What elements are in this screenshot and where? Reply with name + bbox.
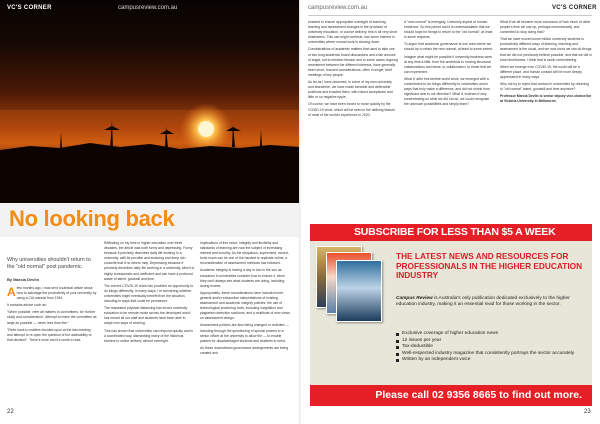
paragraph: Imagine what might be possible if university business were at any time a little, from the ambitious to moving structural collaborations and ideas, to collaboration, to those that we can experiment.: [404, 54, 493, 74]
paragraph: Considerations of academic matters that used to take one or two long academic board discussions and a fair amount of angst, not to mention tension and to some cases ongoing resentment between the different interests, have generally been short, focused considerations, often in single, brief meetings of key people.: [308, 47, 398, 77]
paragraph: What if we all became more conscious of how much of other people's time we use up, perhaps unnecessarily, and committed to stop doing that?: [500, 20, 591, 35]
paragraph: enacted to ensure appropriate oversight of teaching, learning and assessment changes in the provision of university education, or course delivery, this is all very short timeframes. This can might continue, has some interest in universities where normal work is slowing down.: [308, 20, 398, 45]
paragraph: Academic integrity is having a day or two in the sun as educators in universities consider how to ensure it, when they can't always see what students are doing, including during exams.: [200, 268, 285, 288]
paragraph: What if, after this terrible world crisis, we emerged with a commitment to do things differently in universities and in ways that truly make a difference, and did not shrink from significant acts in our direction? What if, instead of only concentrating on what we did not do, we could recognise the unknown possibilities and simply learn?: [404, 76, 490, 107]
paragraph: That we have moved some million university students to productively different ways of learning, teaching and assessment is the usual, and we now know we can do things that we did not previously believe possible, and that we did in short timeframes, I think that is worth remembering.: [500, 37, 592, 62]
headline-bar: [0, 203, 300, 237]
paragraph: "Refer back to matters decided upon at the last meeting and attempt to re-open the question of the advisability of that decision". There's more and it's worth a read.: [7, 327, 92, 342]
page-number: 22: [7, 409, 14, 415]
left-column-3: [200, 241, 292, 404]
page-number: 23: [584, 409, 591, 415]
paragraph: The mandated physical distancing has forced university education to be remote mode across the developed world has meant all our staff and students have been able to adopt new ways of working.: [104, 306, 191, 326]
left-column-2: [104, 241, 194, 404]
paragraph: As these downstream governance arrangements are being created and: [200, 345, 289, 355]
right-page: [300, 0, 600, 424]
subscription-ad[interactable]: [310, 224, 592, 406]
section-label: VC'S CORNER: [552, 5, 597, 11]
right-column-3: [500, 20, 592, 220]
site-url: campusreview.com.au: [118, 5, 178, 11]
ad-benefit-item: Exclusive coverage of higher education news: [396, 331, 586, 338]
byline: By Marcia Devlin: [7, 277, 40, 282]
left-column-1: [7, 286, 97, 404]
paragraph: Assessment policies are also being changed or revisited — including through the questioning of special powers to a senior officer at the university to allow the — to enable passes for disadvantaged students and students in need.: [200, 323, 289, 343]
author-bio: Professor Marcia Devlin is senior deputy vice-chancellor at Victoria University in Melbourne.: [500, 94, 592, 104]
ad-benefits-list: [396, 331, 586, 364]
ad-call-to-action[interactable]: [310, 385, 592, 406]
drop-cap: A: [7, 286, 16, 299]
paragraph: It contains advice such as:: [7, 303, 47, 308]
ad-benefit-item: 12 issues per year: [396, 338, 586, 345]
ad-brand: Campus Review: [396, 296, 433, 301]
ad-cta-text: Please call 02 9356 8665 to find out more.: [375, 389, 582, 401]
ad-body-text: is Australia's only publication dedicated exclusively to the higher education industry, making it an essential read for those working in the sector.: [396, 296, 570, 308]
right-column-2: [404, 20, 494, 220]
paragraph: Of course, we have been forced to move quickly by the COVID-19 crisis, which will be seen in the defining feature of most of the world's experience in 2020.: [308, 102, 396, 117]
paragraph: Appropriately, these considerations have included more general and/or exhaustive interpretations of existing assessment and academic integrity policies; the use of technological proctoring tools, including invigilation and plagiarism detection solutions; and a multitude of new views on assessment design.: [200, 290, 290, 321]
ad-benefit-item: Well-respected industry magazine that consistently portrays the sector accurately: [396, 351, 586, 358]
ad-title: THE LATEST NEWS AND RESOURCES FOR PROFESSIONALS IN THE HIGHER EDUCATION INDUSTRY: [396, 251, 583, 280]
ad-banner-text: SUBSCRIBE FOR LESS THAN $5 A WEEK: [354, 226, 556, 238]
paragraph: To argue that academic governance is one area where we should try to retain the new normal, at least to some extent.: [404, 42, 493, 52]
paragraph: When we emerge from COVID-19, the world will be a different place, and human contact will be more deeply appreciated in many ways.: [500, 64, 582, 79]
magazine-cover-image: [336, 260, 382, 322]
ad-body: [396, 296, 586, 309]
paragraph: Implications of this move: Integrity and flexibility and standards of learning are now the subject of increasing interest and scrutiny. As the ubiquitous, supervised, closed-book exam can be one of the hardest to replicate online, a reconsideration of assessment methods has followed.: [200, 241, 289, 266]
paragraph: As far as I have observed, in some of my own university and elsewhere, we have made sensible and defensible positions and enacted them, with robust acceptance and little or no negative ripple.: [308, 80, 393, 100]
paragraph: This has shown that universities can respond quickly and in a coordinated way, dismantling many of the historical barriers to online delivery almost overnight.: [104, 328, 194, 343]
standfirst: Why universities shouldn't return to the "old normal" post pandemic.: [7, 257, 91, 270]
ad-benefit-item: Tax-deductible: [396, 344, 586, 351]
paragraph: Reflecting on my time in higher education over three decades, the article was both funny and depressing. Funny because it precisely describes daily life working in a university, with its peculiar and enduring and deep rich conceits that it no others may. Depressing because it precisely describes daily life working in a university, which is highly bureaucratic and inefficient and can have a profound waste of talent, goodwill and time.: [104, 241, 194, 281]
paragraph: A "new normal" is emerging. Unevenly aspect of human existence. So this period and it is understandable that we should hope for things to return to the "old normal", at least in some respects.: [404, 20, 493, 40]
section-label: VC'S CORNER: [7, 5, 52, 11]
paragraph: Why not try to reject that contact in universities by returning to "old normal" talent, goodwill and time anymore?: [500, 82, 589, 92]
header-rule: [308, 15, 592, 16]
article-headline: No looking back: [9, 206, 175, 231]
ad-benefit-item: Written by an independent voice: [396, 357, 586, 364]
site-url: campusreview.com.au: [308, 5, 368, 11]
right-column-1: [308, 20, 398, 220]
paragraph: few months ago, I was sent a satirical article about how to sabotage the productivity of your university by using a CIA manual from 1944.: [16, 286, 97, 301]
ad-banner: [310, 224, 592, 241]
sunset-photo: [0, 0, 300, 204]
paragraph: "When possible, refer all matters to committees, for 'further study and consideration'. Attempt to make the committee as large as possible — never less than five.": [7, 310, 97, 325]
paragraph: The current COVID-19 crisis has provided an opportunity to do things differently, in many ways. I'm wondering whether universities might eventually benefit from the situation, including in ways that could be permanent.: [104, 283, 194, 304]
